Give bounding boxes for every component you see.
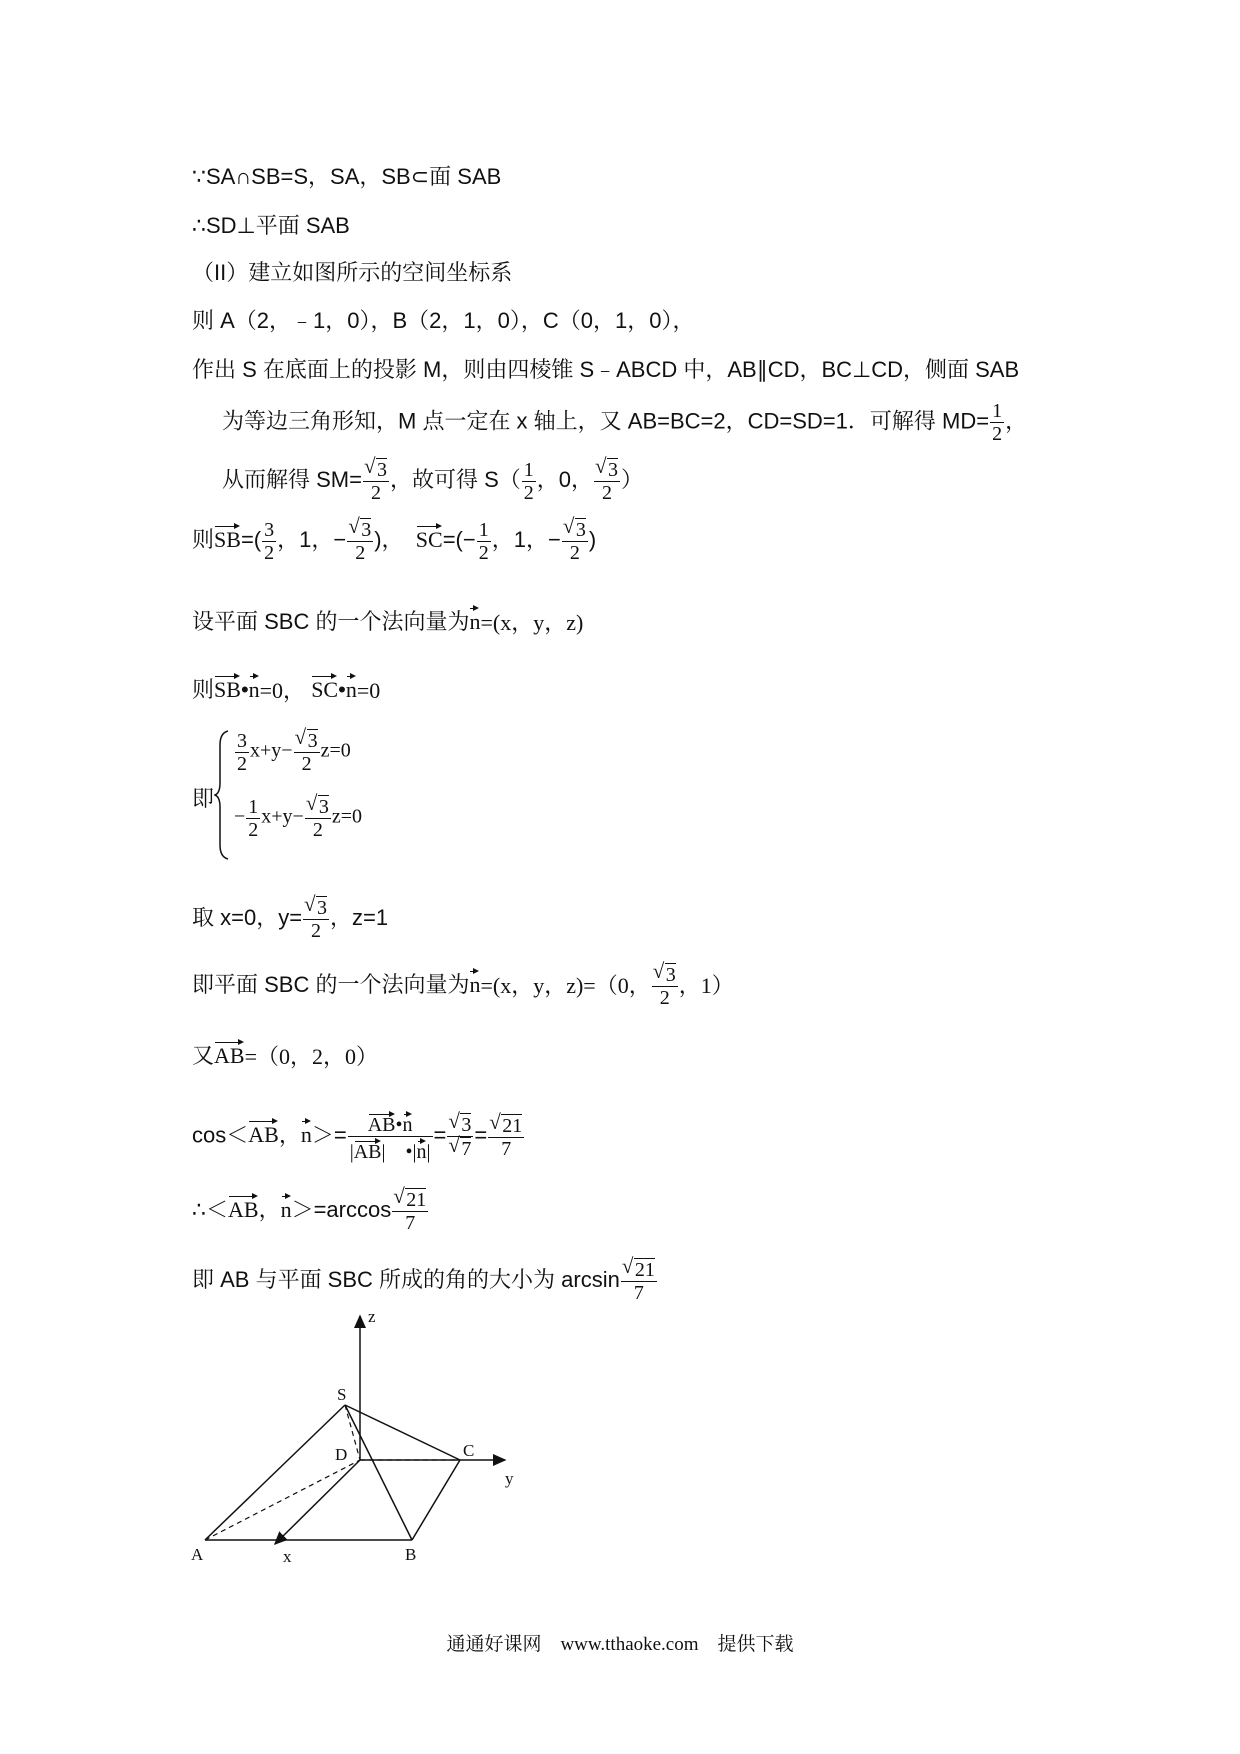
vector-n: n [469, 967, 480, 999]
equation-1: $\frac{3}{2}$ x+y− √ $\frac{3}{2}$ z=0 [234, 729, 351, 775]
text-line: 为等边三角形知，M 点一定在 x 轴上，又 AB=BC=2，CD=SD=1．可解得 MD= $\frac{1}{2}$ ， [222, 400, 1028, 445]
edge-SB [345, 1405, 412, 1540]
fraction-one-half: $\frac{1}{2}$ [992, 400, 1003, 445]
system-label: 即 [192, 786, 215, 811]
label-B: B [405, 1545, 417, 1564]
fraction-sqrt3-over-sqrt7: √ 3 √ 7 [447, 1113, 473, 1160]
label-y: y [505, 1469, 514, 1488]
vector-SC: SC [416, 522, 443, 554]
left-brace [214, 729, 230, 861]
vector-n: n [301, 1117, 312, 1149]
vector-n: n [346, 672, 357, 704]
edge-SA [205, 1405, 348, 1540]
fraction-sqrt3-over-2: √ $\frac{3}{2}$ [363, 458, 389, 504]
text-line: ∴＜AB，n＞=arccos √ $\frac{21}{7}$ [192, 1188, 429, 1234]
fraction-sqrt3-over-2: √ $\frac{3}{2}$ [347, 518, 373, 564]
vector-SB: SB [214, 522, 241, 554]
line-4: 则 A（2，﹣1，0），B（2，1，0），C（0，1，0）， [192, 308, 695, 333]
fraction-one-half: $\frac{1}{2}$ [478, 518, 489, 564]
pyramid-figure [185, 1300, 545, 1565]
text-line [192, 212, 350, 240]
fraction-sqrt3-over-2: √ $\frac{3}{2}$ [562, 518, 588, 564]
vector-SB: SB [214, 672, 241, 704]
fraction-sqrt3-over-2: √ $\frac{3}{2}$ [652, 963, 678, 1009]
fraction-sqrt21-over-7: √ $\frac{21}{7}$ [488, 1114, 524, 1160]
vector-n: n [469, 604, 480, 636]
text-line: 从而解得 SM= √ $\frac{3}{2}$ ，故可得 S（ $\frac{1}{2}$ ，0， √ $\frac{3}{2}$ ） [222, 458, 643, 504]
x-axis [275, 1460, 360, 1544]
line-6-text: 为等边三角形知，M 点一定在 x 轴上，又 AB=BC=2，CD=SD=1．可解得 MD= [222, 408, 990, 434]
vector-n: n [281, 1192, 292, 1224]
equation-2: − $\frac{1}{2}$ x+y− √ $\frac{3}{2}$ z=0 [234, 795, 362, 841]
text-line: 设平面 SBC 的一个法向量为n=(x，y，z) [192, 604, 583, 637]
fraction-dot-over-norms: $\frac{AB•n}{|AB| •|n|}$ [348, 1110, 433, 1163]
vector-SC: SC [311, 672, 338, 704]
text-line: 则SB•n=0， SC•n=0 [192, 672, 380, 705]
edge-AD [205, 1460, 360, 1540]
label-C: C [463, 1441, 475, 1460]
vector-AB: AB [248, 1117, 279, 1149]
fraction-sqrt21-over-7: √ $\frac{21}{7}$ [392, 1188, 428, 1234]
text-line [192, 356, 1019, 384]
equation-system [192, 725, 452, 865]
text-line [192, 307, 694, 335]
vector-AB: AB [228, 1192, 259, 1224]
fraction-sqrt3-over-2: √ $\frac{3}{2}$ [594, 458, 620, 504]
footer-credit: 通通好课网 www.tthaoke.com 提供下载 [446, 1634, 794, 1655]
fraction-3-over-2: $\frac{3}{2}$ [264, 518, 275, 564]
line-1: ∵SA∩SB=S，SA，SB⊂面 SAB [192, 164, 502, 189]
fraction-sqrt3-over-2: √ $\frac{3}{2}$ [303, 896, 329, 942]
text-line: 又AB=（0，2，0） [192, 1038, 378, 1071]
label-z: z [368, 1307, 376, 1326]
label-S: S [337, 1385, 347, 1404]
label-A: A [191, 1545, 204, 1564]
line-7-text: 从而解得 SM= [222, 466, 362, 492]
vector-AB: AB [214, 1038, 245, 1070]
text-line: 即平面 SBC 的一个法向量为n=(x，y，z)=（0， √ $\frac{3}{2}$ ，1） [192, 963, 734, 1009]
text-line [192, 163, 501, 191]
line-2: ∴SD⊥平面 SAB [192, 213, 350, 238]
edge-BC [412, 1460, 460, 1540]
label-x: x [283, 1547, 292, 1565]
line-3: （II）建立如图所示的空间坐标系 [192, 260, 513, 285]
text-line: 取 x=0，y= √ $\frac{3}{2}$ ，z=1 [192, 896, 388, 942]
edge-SC [345, 1405, 460, 1460]
text-line: 即 AB 与平面 SBC 所成的角的大小为 arcsin √ $\frac{21}{7}$ [192, 1258, 658, 1304]
text-line: cos＜AB，n＞= $\frac{AB•n}{|AB| •|n|}$ = √ 3 √ 7 = √ $\frac{21}{7}$ [192, 1110, 525, 1163]
line-5: 作出 S 在底面上的投影 M，则由四棱锥 S﹣ABCD 中，AB∥CD，BC⊥CD，侧面 SAB [192, 357, 1020, 382]
vector-n: n [249, 672, 260, 704]
text-line [192, 259, 512, 287]
fraction-one-half: $\frac{1}{2}$ [523, 458, 534, 504]
fraction-sqrt21-over-7: √ $\frac{21}{7}$ [621, 1258, 657, 1304]
text-line: 则SB=( $\frac{3}{2}$ ，1，− √ $\frac{3}{2}$ )， SC=(− $\frac{1}{2}$ ，1，− √ $\frac{3}{2}$ ) [192, 518, 596, 564]
label-D: D [335, 1445, 348, 1464]
